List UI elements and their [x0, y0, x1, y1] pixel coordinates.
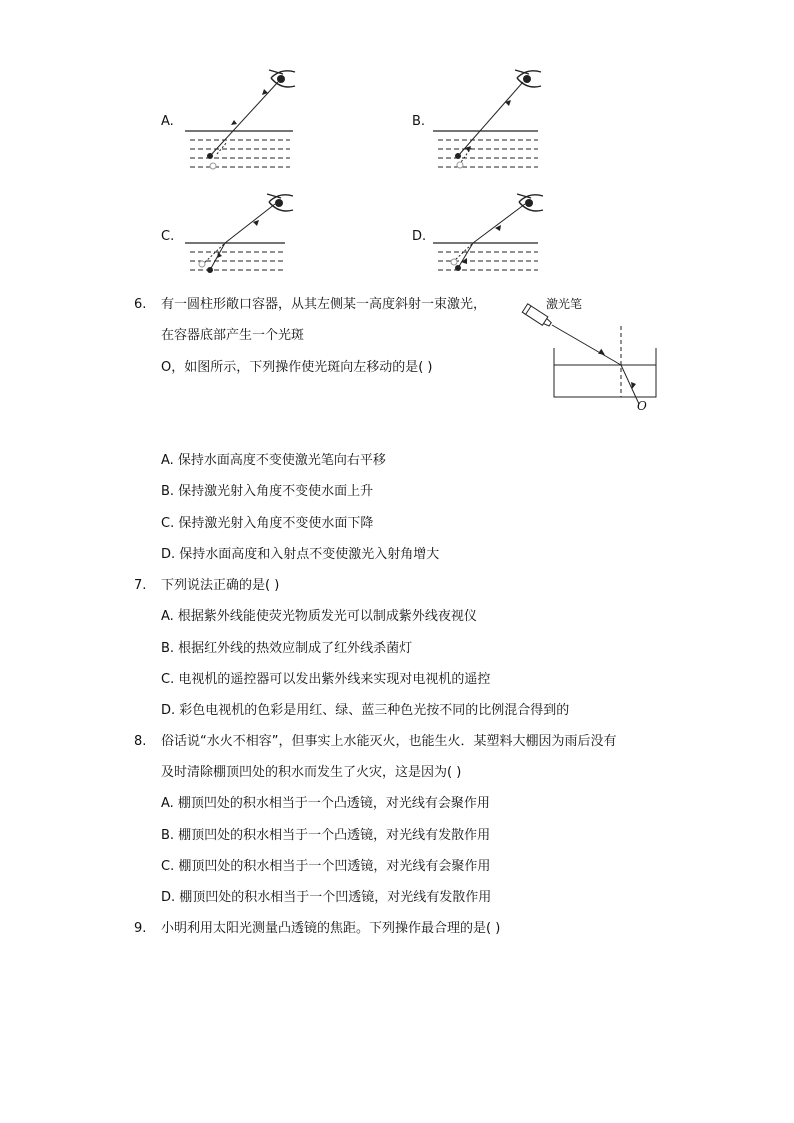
eye-icon [515, 70, 541, 87]
q6-option-a[interactable]: A. 保持水面高度不变使激光笔向右平移 [161, 453, 386, 468]
q9-number: 9. [134, 921, 147, 936]
q7-stem: 下列说法正确的是( ) [161, 578, 280, 593]
q6-figure [515, 292, 675, 412]
q5-figure-c [185, 190, 305, 290]
q5-figure-d [433, 190, 553, 290]
q6-stem-line1: 有一圆柱形敞口容器，从其左侧某一高度斜射一束激光， [161, 297, 487, 312]
q6-option-c[interactable]: C. 保持激光射入角度不变使水面下降 [161, 516, 374, 531]
q6-option-d[interactable]: D. 保持水面高度和入射点不变使激光入射角增大 [161, 547, 440, 562]
q5-option-a-label: A. [161, 114, 174, 129]
q9-stem: 小明利用太阳光测量凸透镜的焦距。下列操作最合理的是( ) [161, 921, 501, 936]
q7-option-c[interactable]: C. 电视机的遥控器可以发出紫外线来实现对电视机的遥控 [161, 672, 491, 687]
q6-number: 6. [134, 297, 147, 312]
q6-laser-pen-label: 激光笔 [546, 297, 583, 311]
q7-option-b[interactable]: B. 根据红外线的热效应制成了红外线杀菌灯 [161, 641, 413, 656]
q5-option-b-label: B. [412, 114, 426, 129]
q5-figure-a [185, 68, 305, 178]
q8-option-a[interactable]: A. 棚顶凹处的积水相当于一个凸透镜，对光线有会聚作用 [161, 796, 490, 811]
q6-spot-label: O [637, 399, 647, 413]
q7-option-d[interactable]: D. 彩色电视机的色彩是用红、绿、蓝三种色光按不同的比例混合得到的 [161, 703, 570, 718]
q7-number: 7. [134, 578, 147, 593]
eye-icon [267, 194, 293, 211]
q6-stem-line3: O，如图所示，下列操作使光斑向左移动的是( ) [161, 360, 433, 375]
q8-stem-line2: 及时清除棚顶凹处的积水而发生了火灾，这是因为( ) [161, 765, 462, 780]
q7-option-a[interactable]: A. 根据紫外线能使荧光物质发光可以制成紫外线夜视仪 [161, 609, 477, 624]
q5-option-d-label: D. [412, 229, 427, 244]
q5-figure-b [433, 68, 553, 178]
q6-option-b[interactable]: B. 保持激光射入角度不变使水面上升 [161, 484, 374, 499]
q6-stem-line2: 在容器底部产生一个光斑 [161, 328, 305, 343]
eye-icon [269, 70, 295, 87]
q5-option-c-label: C. [161, 229, 175, 244]
eye-icon [517, 194, 543, 211]
q8-option-b[interactable]: B. 棚顶凹处的积水相当于一个凸透镜，对光线有发散作用 [161, 828, 491, 843]
q8-stem-line1: 俗话说“水火不相容”，但事实上水能灭火，也能生火．某塑料大棚因为雨后没有 [161, 734, 617, 749]
q8-option-c[interactable]: C. 棚顶凹处的积水相当于一个凹透镜，对光线有会聚作用 [161, 859, 491, 874]
q8-option-d[interactable]: D. 棚顶凹处的积水相当于一个凹透镜，对光线有发散作用 [161, 890, 492, 905]
q8-number: 8. [134, 734, 147, 749]
